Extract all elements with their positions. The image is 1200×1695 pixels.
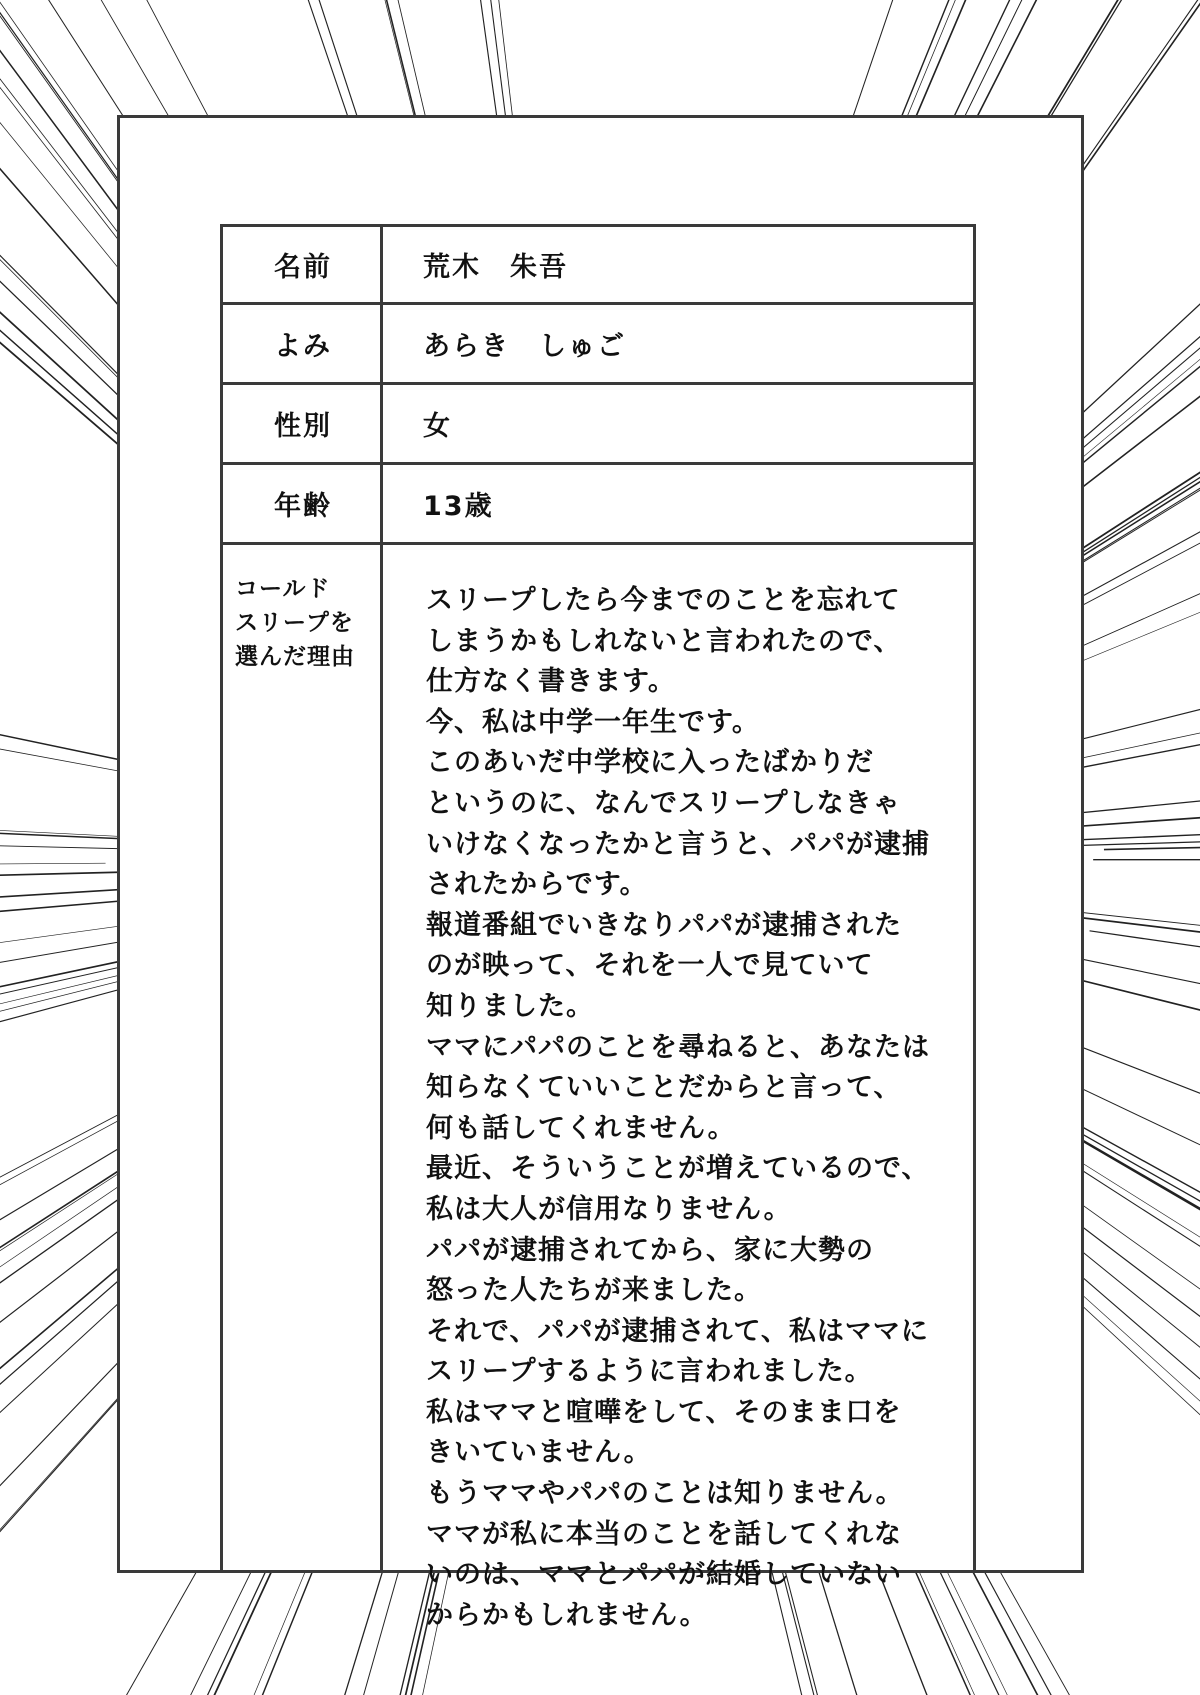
reason-line: 私はママと喧嘩をして、そのまま口を — [426, 1396, 902, 1428]
column-divider — [380, 227, 383, 1570]
reason-line: 何も話してくれません。 — [426, 1112, 736, 1144]
reason-line: 今、私は中学一年生です。 — [426, 706, 760, 738]
name-row — [223, 227, 973, 305]
reason-line: 仕方なく書きます。 — [426, 666, 676, 698]
gender-label: 性別 — [274, 411, 332, 442]
name-label: 名前 — [274, 252, 332, 283]
reason-line: のが映って、それを一人で見ていて — [426, 950, 874, 982]
reason-line: ママが私に本当のことを話してくれな — [426, 1518, 902, 1550]
reason-line: 報道番組でいきなりパパが逮捕された — [426, 909, 902, 941]
reading-row — [223, 305, 973, 385]
reason-line: ママにパパのことを尋ねると、あなたは — [426, 1031, 930, 1063]
reason-label — [235, 572, 375, 674]
name-value: 荒木 朱吾 — [423, 252, 568, 283]
reason-line: 最近、そういうことが増えているので、 — [426, 1153, 930, 1185]
reason-line: いけなくなったかと言うと、パパが逮捕 — [426, 828, 930, 860]
age-value: 13歳 — [423, 491, 494, 522]
reason-line: もうママやパパのことは知りません。 — [426, 1478, 904, 1510]
reason-line: パパが逮捕されてから、家に大勢の — [426, 1234, 874, 1266]
reading-label: よみ — [274, 331, 332, 362]
speed-line — [0, 594, 127, 761]
age-row — [223, 465, 973, 545]
reading-value: あらき しゅご — [423, 331, 626, 362]
reason-line: というのに、なんでスリープしなきゃ — [426, 787, 901, 819]
reason-line: 知らなくていいことだからと言って、 — [426, 1072, 902, 1104]
reason-line: 怒った人たちが来ました。 — [426, 1275, 762, 1307]
reason-line: 私は大人が信用なりません。 — [426, 1193, 792, 1225]
age-label: 年齢 — [274, 491, 332, 522]
reason-line: スリープするように言われました。 — [426, 1356, 873, 1388]
reason-line: スリープしたら今までのことを忘れて — [426, 585, 901, 616]
gender-value: 女 — [423, 411, 452, 442]
reason-label-line: スリープを — [235, 610, 354, 636]
reason-label-line: コールド — [235, 576, 331, 602]
reason-line: からかもしれません。 — [426, 1599, 708, 1631]
gender-row — [223, 385, 973, 465]
reason-line: されたからです。 — [426, 869, 648, 901]
reason-line: 知りました。 — [426, 990, 594, 1022]
reason-label-line: 選んだ理由 — [235, 644, 355, 670]
reason-line: きいていません。 — [426, 1437, 652, 1469]
speed-line — [0, 863, 106, 868]
reason-text — [426, 581, 966, 1636]
reason-line: それで、パパが逮捕されて、私はママに — [426, 1315, 929, 1347]
reason-line: このあいだ中学校に入ったばかりだ — [426, 747, 874, 779]
speed-line — [1090, 931, 1200, 1046]
reason-line: しまうかもしれないと言われたので、 — [426, 625, 902, 657]
reason-line: いのは、ママとパパが結婚していない — [426, 1559, 902, 1591]
profile-table — [220, 224, 976, 1631]
